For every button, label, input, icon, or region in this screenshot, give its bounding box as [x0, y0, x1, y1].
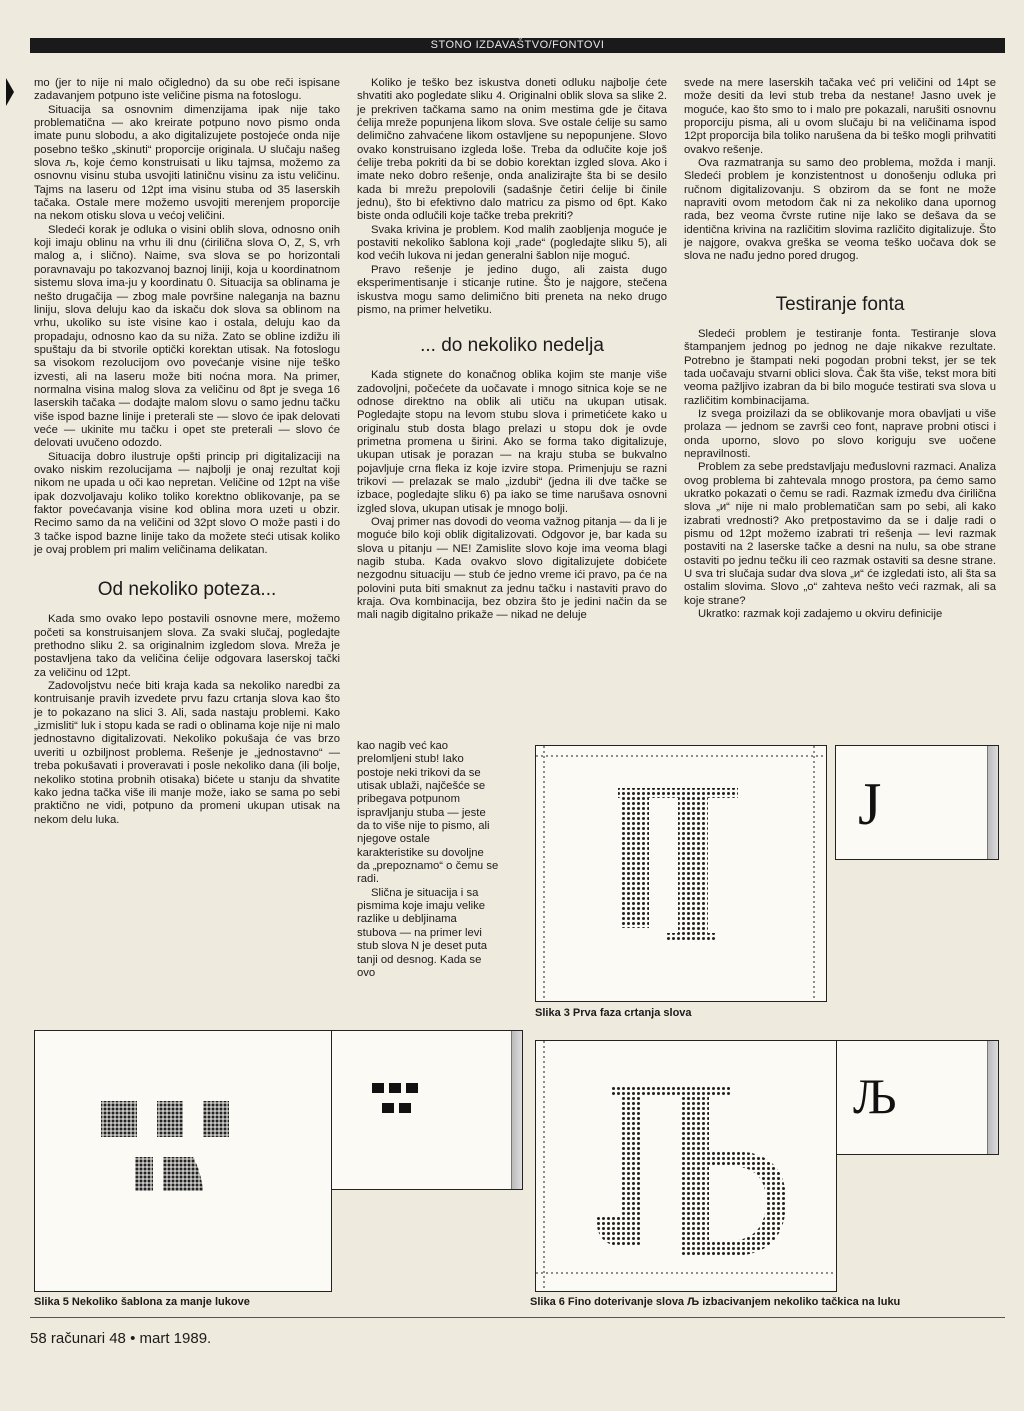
- column-2-narrow: [357, 740, 499, 980]
- section-heading: Od nekoliko poteza...: [97, 579, 277, 601]
- figure-3-grid: [535, 745, 827, 1002]
- scrollbar-decor: [511, 1031, 522, 1189]
- paragraph: Kada stignete do konačnog oblika kojim ste manje više zadovoljni, počećete da uočavate i mnogo sitnica koje se ne odnose direktno na oblik ali utiču na ukupan utisak. Pogledajte stopu na levom stubu slova i primetićete kako u originalu stub dosta blago prelazi u stopu dok je ovde primetna promena u širini. Ako se forma tako digitalizuje, ukupan utisak je porazan — na kraju stuba se bukvalno pojavljuje crna fleka iz koje izvire stopa. Primenjuju se razni trikovi — prelazak se malo „izdubi“ (jedna ili dve tačke se izbace, pogledajte sliku 6) pa iako se time narušava osnovni izgled slova, ukupan utisak je mnogo bolji.: [357, 369, 667, 515]
- paragraph: Zadovoljstvu neće biti kraja kada sa nekoliko naredbi za kontruisanje pravih izvedete prvu fazu crtanja slova kao što je to pokazano na slici 3. Ali, sada nastaju problemi. Kako „izmisliti“ luk i stopu kada se radi o oblinama koje nije ni malo jednostavno digitalizovati. Nekoliko pokušaja će vas brzo uveriti u ozbiljnost problema. Rešenje je „jednostavno“ — treba pokušavati i proveravati i posle nekoliko dana (ili bolje, nekoliko stotina probnih otisaka) bićete u stanju da shvatite kako jedna tačka više ili manje može, iako se sama po sebi praktično ne vidi, potpuno da promeni ukupan utisak na nekom delu luka.: [34, 680, 340, 826]
- paragraph: Svaka krivina je problem. Kod malih zaobljenja moguće je postaviti nekoliko šablona koji „rade“ (pogledajte sliku 5), ali kod većih lukova ni jedan generalni šablon nije moguć.: [357, 223, 667, 263]
- figure-3-preview: [835, 745, 999, 860]
- dot-grid-letter-je: [536, 746, 826, 1001]
- section-heading: Testiranje fonta: [775, 293, 905, 315]
- paragraph: Sledeći problem je testiranje fonta. Testiranje slova štampanjem jednog po jednog ne daje nikakve rezultate. Potrebno je štampati neki pogodan probni tekst, jer se tek tada uočavaju stvarni oblici slova. Čak šta više, tekst mora biti veoma pažljivo izabran da bi bilo moguće testirati sva slova u različitim kombinacijama.: [684, 327, 996, 407]
- dot-grid-letter-lje: [536, 1041, 836, 1291]
- paragraph: mo (jer to nije ni malo očigledno) da su obe reči ispisane zadavanjem potpuno iste veličine pisma na fotoslogu.: [34, 77, 340, 103]
- paragraph: Situacija sa osnovnim dimenzijama ipak nije tako problematična — ako kreirate potpuno novo pismo onda imate punu slobodu, a ako digitalizujete postojeće onda nije posebno teško „skinuti“ proporcije originala. U slučaju našeg slova љ, koje ćemo konstruisati u liku tajmsa, možemo za osnovnu visinu stuba usvojiti latiničnu visinu za istu veličinu. Tajms na laseru od 12pt ima visinu stuba od 35 laserskih tačaka. Ostale mere možemo usvojiti merenjem proporcije na nekom otisku slova u većoj veličini.: [34, 103, 340, 223]
- page-number: 58: [30, 1330, 47, 1347]
- glyph-lje: Љ: [853, 1068, 897, 1124]
- figure-6-preview: [836, 1040, 999, 1155]
- magazine-name: računari 48: [50, 1330, 126, 1347]
- section-heading: ... do nekoliko nedelja: [420, 335, 604, 357]
- block-shape-row-1: [372, 1083, 418, 1093]
- scrollbar-decor: [987, 1041, 998, 1154]
- figure-3-caption: Slika 3 Prva faza crtanja slova: [535, 1007, 692, 1019]
- footer-bullet: •: [130, 1330, 136, 1347]
- section-header-bar: [30, 38, 1005, 53]
- paragraph: Sledeći korak je odluka o visini oblih slova, odnosno onih koji imaju oblinu na vrhu ili dnu (ćirilična slova O, Z, S, vrh malog a, i slično). Naime, sva slova se po horizontali poravnavaju po takozvanoj baznoj liniji, koja u koordinatnom sistemu slova ima-ju y koordinatu 0. Situacija sa oblinama je nešto drugačija — zbog male površine naleganja na baznu liniju, slova deluju kao da iskaču dok slova sa oblinom na vrhu, ukoliko su iste visine kao i ostala, deluju kao da propadaju, odnosno kao da su niža. Zato se obline izdižu ili spuštaju da bi stvorile optički korektan utisak. Na fotoslogu sa visokom rezolucijom ovo povećanje visine nije teško izvesti, ali na laseru može biti noćna mora. Na primer, normalna visina malog slova za veličinu od 8pt je svega 16 laserskih tačaka — dodajte malom slovu o samo jednu tačku više ispod bazne linije i preterali ste — slovo će ipak delovati veće — ukinite mu tačku i opet ste preterali — slovo će delovati uvučeno odozdo.: [34, 223, 340, 450]
- paragraph: Problem za sebe predstavljaju međuslovni razmaci. Analiza ovog problema bi zahtevala mnogo prostora, pa ćemo samo ukratko pokazati o čemu se radi. Razmak između dva ćirilična slova „и“ nije ni malo problematičan sam po sebi, ali kako izabrati vrednosti? Ako pretpostavimo da se i dalje radi o pismu od 12pt možemo izabrati tri rešenja — levi razmak postaviti na 2 laserske tačke a desni na nulu, sa obe strane ostaviti po jednu tečku ili ceo razmak ostaviti sa desne strane. U sva tri slučaja sudar dva slova „и“ će izgledati isto, ali šta sa ostalim slovima. Slovo „o“ zahteva nešto veći razmak, ali sa koje strane?: [684, 461, 996, 607]
- paragraph: kao nagib već kao prelomljeni stub! Iako postoje neki trikovi da se utisak ublaži, najčešće se pribegava potpunom ispravljanju stuba — jeste da to više nije to pismo, ali njegove ostale karakteristike su dovoljne da „prepoznamo“ o čemu se radi.: [357, 740, 499, 886]
- page-footer: [30, 1330, 211, 1347]
- glyph-je: Ј: [858, 771, 882, 837]
- paragraph: Iz svega proizilazi da se oblikovanje mora obavljati u više prolaza — jednom se završi ceo font, naprave probni otisci i onda uporno, slovo po slovo koriguju sve uočene nepravilnosti.: [684, 407, 996, 460]
- paragraph: Ukratko: razmak koji zadajemo u okviru definicije: [698, 608, 943, 621]
- paragraph: Situacija dobro ilustruje opšti princip pri digitalizaciji na ovako niskim rezolucijama — najbolji je onaj rezultat koji nikom ne upada u oči kao nepretan. Veličine od 12pt na više ipak dozvoljavaju koliko toliko korektno oblikovanje, pa se faktor povećavanja visine kod oblina mora uzeti u obzir. Recimo samo da na veličini od 32pt slovo O može pasti i do 3 tačke ispod bazne linije tako da možete steći utisak koliko je ovaj problem pri malim veličinama delikatan.: [34, 450, 340, 557]
- block-shape-row-2: [382, 1103, 414, 1113]
- paragraph: Slična je situacija i sa pismima koje imaju velike razlike u debljinama stubova — na primer levi stub slova N je deset puta tanji od desnog. Kada se ovo: [357, 886, 487, 979]
- column-1: [34, 77, 340, 827]
- continuation-arrow-icon: [6, 78, 14, 106]
- figure-6-caption: Slika 6 Fino doterivanje slova Љ izbacivanjem nekoliko tačkica na luku: [530, 1296, 901, 1308]
- paragraph: Pravo rešenje je jedino dugo, ali zaista dugo eksperimentisanje i sticanje rutine. Što je najgore, stečena iskustva mogu samo delimično biti preneta na neko drugo pismo, na primer helvetiku.: [357, 263, 667, 316]
- dot-templates: [35, 1031, 331, 1291]
- paragraph: Ova razmatranja su samo deo problema, možda i manji. Sledeći problem je konzistentnost u donošenju odluka pri ručnom digitalizovanju. S obzirom da se font ne može napraviti ovom metodom čak ni za nekoliko dana upornog rada, bez veoma čvrste rutine nije lako se dešava da se identična krivina na različitim slovima različito digitalizuje. Što je najgore, ovakva greška se veoma teško uočava dok se slova ne nađu jedno pored drugog.: [684, 157, 996, 263]
- column-3: [684, 77, 996, 621]
- paragraph: Kada smo ovako lepo postavili osnovne mere, možemo početi sa konstruisanjem slova. Za svaki slučaj, pogledajte prethodno sliku 2. sa originalnim izgledom slova. Mreža je postavljena tako da veličina ćelije odgovara laserskoj tački za veličinu od 12pt.: [34, 613, 340, 679]
- figure-5-grid: [34, 1030, 332, 1292]
- column-2: [357, 77, 667, 623]
- paragraph: Koliko je teško bez iskustva doneti odluku najbolje ćete shvatiti ako pogledate sliku 4. Originalni oblik slova sa slike 2. je prekriven tačkama samo na onim mestima gde je čitava ćelija mreže popunjena likom slova. Sve ostale ćelije su samo delimično zahvaćene likom ostavljene su nepopunjene. Slovo ovako konstruisano izgleda loše. Treba da odlučite koje još ćelije treba pokriti da bi se dobio korektan izgled slova. Ako i imate neko dobro rešenje, onda analizirajte šta bi se desilo kada bi mrežu prepolovili (sadašnje četiri ćelije bi činile jednu), što bi efektivno dalo matricu za pismo od 6pt. Kako biste onda odlučili koje tačke treba prekriti?: [357, 77, 667, 223]
- paragraph: svede na mere laserskih tačaka već pri veličini od 14pt se može desiti da levi stub treba da nestane! Jasno uvek je moguće, kao što smo to i malo pre pokazali, narušiti osnovnu proporciju pisma, ali u ovom slučaju bi na veličinama ispod 12pt proporcija bila toliko narušena da bi teško mogli prihvatiti ovakvo rešenje.: [684, 77, 996, 156]
- figure-5-caption: Slika 5 Nekoliko šablona za manje lukove: [34, 1296, 250, 1308]
- issue-date: mart 1989.: [139, 1330, 212, 1347]
- footer-divider: [30, 1317, 1005, 1318]
- section-header-title: STONO IZDAVAŠTVO/FONTOVI: [430, 39, 605, 51]
- scrollbar-decor: [987, 746, 998, 859]
- paragraph: Ovaj primer nas dovodi do veoma važnog pitanja — da li je moguće bilo koji oblik digitalizovati. Odgovor je, bar kada su slova u pitanju — NE! Zamislite slovo koje ima veoma blagi nagib stuba. Kada ovakvo slovo digitalizujete dobićete nezgodnu situaciju — stub će jedno vreme ići pravo, pa će na polovini puta biti smaknut za jednu tačku i nastaviti pravo do kraja. Ova kombinacija, bez obzira što je jedini način da se mali nagib digitalno prikaže — nikad ne deluje: [357, 515, 667, 622]
- figure-5-preview: [331, 1030, 523, 1190]
- figure-6-grid: [535, 1040, 837, 1292]
